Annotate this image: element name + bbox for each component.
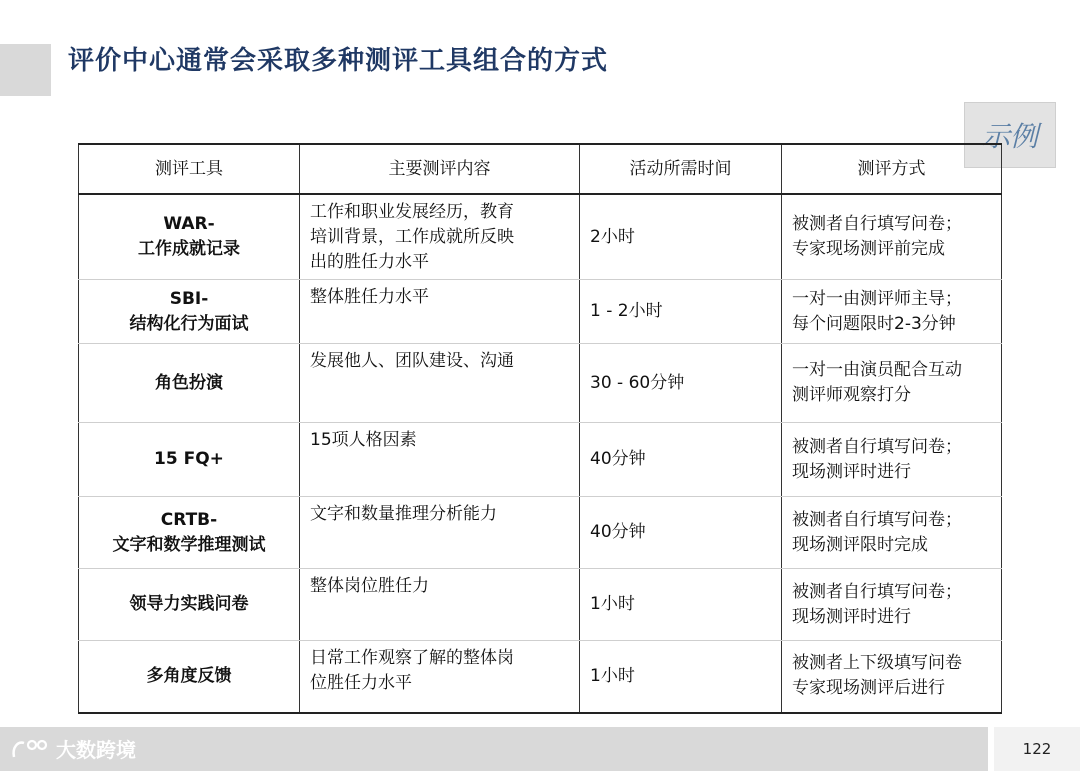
page-number: 122	[994, 727, 1080, 771]
cell-content-line: 位胜任力水平	[310, 673, 412, 693]
cell-time	[580, 344, 782, 423]
table-row	[79, 641, 1002, 713]
cell-content-line: 工作和职业发展经历，教育	[310, 202, 514, 222]
cell-content-line: 15项人格因素	[310, 430, 417, 450]
cell-method-line: 被测者自行填写问卷；	[792, 436, 962, 457]
cell-content-line: 出的胜任力水平	[310, 252, 429, 272]
cell-tool	[79, 569, 300, 641]
cell-method-line: 专家现场测评后进行	[792, 678, 945, 699]
cell-tool	[79, 641, 300, 713]
cell-tool-line: SBI-	[169, 288, 209, 309]
cell-method-line: 现场测评时进行	[792, 461, 911, 482]
cell-time-text: 1小时	[590, 665, 635, 686]
assessment-tools-table	[78, 143, 1002, 714]
cell-time-text: 2小时	[590, 226, 635, 247]
cell-tool-line: 多角度反馈	[146, 665, 232, 686]
cell-tool-line: 工作成就记录	[138, 239, 240, 259]
cell-time-text: 40分钟	[590, 522, 646, 542]
brand-logo-icon	[10, 737, 50, 761]
cell-tool-line: 文字和数学推理测试	[112, 534, 266, 555]
cell-time	[580, 497, 782, 569]
cell-time-text: 1 - 2小时	[590, 301, 663, 321]
watermark	[10, 734, 136, 763]
table-row	[79, 194, 1002, 280]
cell-tool	[79, 497, 300, 569]
cell-content	[300, 423, 580, 497]
cell-time	[580, 641, 782, 713]
table-row	[79, 344, 1002, 423]
page-title: 评价中心通常会采取多种测评工具组合的方式	[68, 46, 609, 76]
cell-content	[300, 344, 580, 423]
cell-tool-line: CRTB-	[160, 509, 218, 530]
cell-content-line: 培训背景，工作成就所反映	[310, 227, 514, 247]
cell-time	[580, 569, 782, 641]
cell-content	[300, 641, 580, 713]
cell-content-line: 发展他人、团队建设、沟通	[310, 351, 514, 371]
table-row	[79, 497, 1002, 569]
cell-tool	[79, 194, 300, 280]
cell-content	[300, 194, 580, 280]
cell-content	[300, 497, 580, 569]
cell-content-line: 日常工作观察了解的整体岗	[310, 648, 514, 668]
table-row	[79, 423, 1002, 497]
cell-method-line: 被测者自行填写问卷；	[792, 509, 962, 530]
cell-method-line: 一对一由演员配合互动	[792, 360, 962, 380]
cell-tool	[79, 423, 300, 497]
cell-content	[300, 280, 580, 344]
header-content: 主要测评内容	[300, 144, 580, 194]
cell-method-line: 专家现场测评前完成	[792, 239, 945, 259]
cell-method	[782, 641, 1002, 713]
cell-tool-line: 角色扮演	[155, 372, 223, 393]
cell-content-line: 整体岗位胜任力	[310, 576, 429, 596]
cell-method-line: 被测者上下级填写问卷	[792, 653, 962, 674]
cell-time-text: 40分钟	[590, 449, 646, 469]
cell-method	[782, 194, 1002, 280]
cell-time	[580, 423, 782, 497]
header-tool: 测评工具	[79, 144, 300, 194]
cell-method-line: 被测者自行填写问卷；	[792, 214, 962, 234]
cell-tool	[79, 280, 300, 344]
cell-method-line: 现场测评时进行	[792, 606, 911, 627]
cell-method-line: 一对一由测评师主导；	[792, 288, 962, 309]
cell-tool-line: 领导力实践问卷	[129, 594, 249, 614]
cell-time-text: 1小时	[590, 594, 635, 614]
cell-method-line: 测评师观察打分	[792, 385, 911, 405]
cell-method	[782, 497, 1002, 569]
example-tag: 示例	[964, 102, 1056, 168]
watermark-text: 大数跨境	[56, 738, 136, 762]
cell-time-text: 30 - 60分钟	[590, 372, 685, 393]
cell-method	[782, 569, 1002, 641]
cell-time	[580, 280, 782, 344]
cell-content-line: 文字和数量推理分析能力	[310, 504, 497, 524]
header-method: 测评方式	[782, 144, 1002, 194]
table-row	[79, 280, 1002, 344]
footer-bar	[0, 727, 988, 771]
cell-method	[782, 423, 1002, 497]
cell-tool-line: 结构化行为面试	[129, 313, 249, 334]
cell-tool-line: 15 FQ+	[154, 449, 224, 469]
corner-decoration	[0, 44, 51, 96]
cell-time	[580, 194, 782, 280]
cell-content	[300, 569, 580, 641]
cell-method-line: 每个问题限时2-3分钟	[792, 313, 956, 334]
cell-method	[782, 280, 1002, 344]
cell-content-line: 整体胜任力水平	[310, 287, 429, 307]
table-header-row	[79, 144, 1002, 194]
cell-tool-line: WAR-	[163, 214, 215, 234]
cell-method-line: 现场测评限时完成	[792, 534, 928, 555]
cell-method	[782, 344, 1002, 423]
cell-tool	[79, 344, 300, 423]
table-row	[79, 569, 1002, 641]
header-time: 活动所需时间	[580, 144, 782, 194]
cell-method-line: 被测者自行填写问卷；	[792, 581, 962, 602]
